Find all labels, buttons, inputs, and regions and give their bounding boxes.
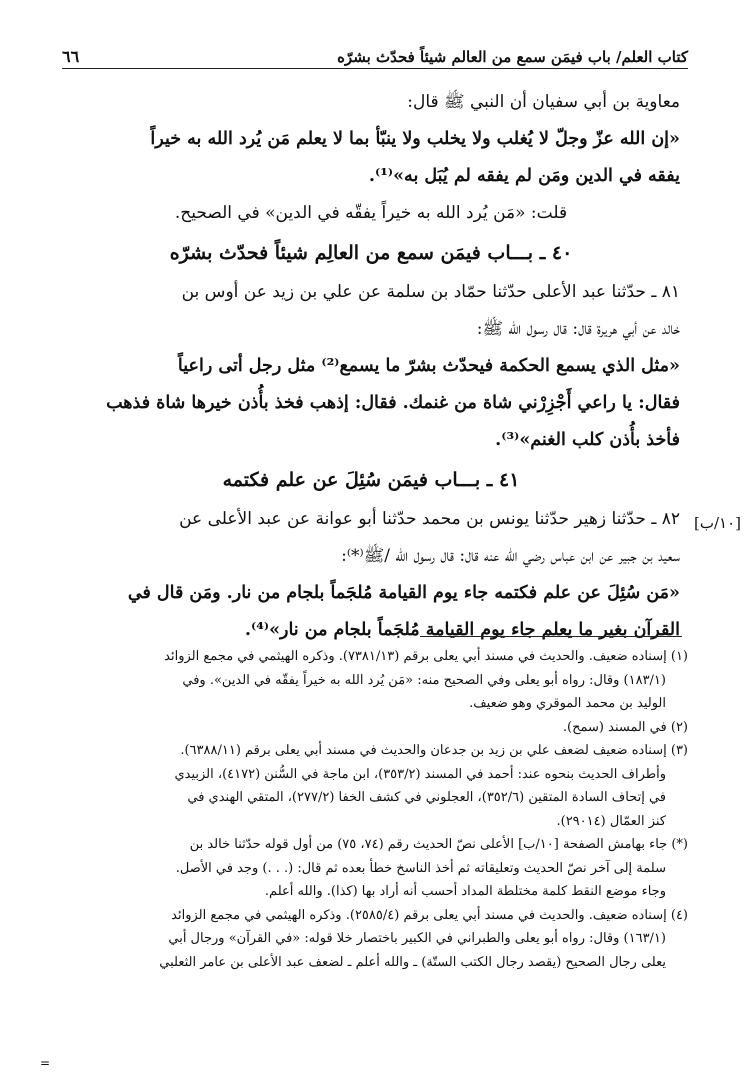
continuation-mark: = [40,1056,51,1070]
chapter-heading: ٤١ ـ بـــاب فيمَن سُئِلَ عن علم فكتمه [222,469,520,491]
footnote-line: (١٨٣/١) وقال: رواه أبو يعلى وفي الصحيح منه: «مَن يُرد الله به خيراً يفقّه في الدين». وفي [182,672,666,688]
manuscript-folio-marker: [١٠/ب] [694,514,742,532]
hadith-text-line: فقال: يا راعي أَجْزِرْني شاة من غنمك. فقال: إذهب فخذ بأُذن خيرها شاة فذهب [106,393,680,413]
isnad-line: سعيد بن جبير عن ابن عباس رضي الله عنه قال: قال رسول الله /ﷺ⁽*⁾: [341,546,680,566]
body-line: معاوية بن أبي سفيان أن النبي ﷺ قال: [407,92,680,112]
hadith-text-line: «إن الله عزّ وجلّ لا يُغلب ولا يخلب ولا ينبّأ بما لا يعلم مَن يُرد الله به خيراً [150,129,680,149]
hadith-text-line: القرآن بغير ما يعلم جاء يوم القيامة مُلجَماً بلجام من نار»⁽⁴⁾. [244,620,680,640]
footnote-line: كنز العمّال (٢٩٠١٤). [556,813,666,829]
footnote-line: وجاء موضع النقط كلمة مختلطة المداد أحسب أنه أراد بها (كذا). والله أعلم. [264,884,666,899]
footnote-line: (٢) في المسند (سمح). [562,719,688,735]
page-header [62,36,688,69]
footnote-line: (*) جاء بهامش الصفحة [١٠/ب] الأعلى نصّ الحديث رقم (٧٤، ٧٥) من أول قوله حدّثنا خالد بن [189,837,688,852]
isnad-line: خالد عن أبي هريرة قال: قال رسول الله ﷺ: [476,319,680,339]
main-text [62,84,680,649]
footnote-line: سلمة إلى آخر نصّ الحديث وتعليقاته ثم أخذ الناسخ خطأ بعده ثم قال: (. . .) وجد في الأصل. [175,860,666,876]
footnote-line: وأطراف الحديث بنحوه عند: أحمد في المسند (٣٥٣/٢)، ابن ماجة في السُّنن (٤١٧٢)، الزبيدي [174,766,666,782]
chapter-heading: ٤٠ ـ بـــاب فيمَن سمع من العالِم شيئاً فحدّث بشرّه [169,242,573,264]
page-number: ٦٦ [62,47,80,66]
footnote-line: (١) إسناده ضعيف. والحديث في مسند أبي يعلى برقم (٧٣٨١/١٣). وذكره الهيثمي في مجمع الزوائد [164,649,688,664]
comment-line: قلت: «مَن يُرد الله به خيراً يفقّه في الدين» في الصحيح. [174,203,568,223]
hadith-text-line: «مَن سُئِلَ عن علم فكتمه جاء يوم القيامة مُلجَماً بلجام من نار. ومَن قال في [127,583,680,603]
footnote-line: (١٦٣/١) وقال: رواه أبو يعلى والطبراني في الكبير باختصار خلا قوله: «في القرآن» ورجال أبي [168,931,666,946]
isnad-line: ٨٢ ـ حدّثنا زهير حدّثنا يونس بن محمد حدّثنا أبو عوانة عن عبد الأعلى عن [179,509,680,529]
footnotes [58,645,688,974]
footnote-line: في إتحاف السادة المتقين (٣٥٢/٦)، العجلوني في كشف الخفا (٢٧٧/٢)، المتقي الهندي في [187,790,666,805]
isnad-line: ٨١ ـ حدّثنا عبد الأعلى حدّثنا حمّاد بن سلمة عن علي بن زيد عن أوس بن [181,282,680,302]
footnote-separator [420,636,682,637]
hadith-text-line: «مثل الذي يسمع الحكمة فيحدّث بشرّ ما يسمع⁽²⁾ مثل رجل أتى راعياً [177,356,680,376]
footnote-line: يعلى رجال الصحيح (يقصد رجال الكتب الستّة) ـ والله أعلم ـ لضعف عبد الأعلى بن عامر الثعلبي [159,954,666,970]
running-title: كتاب العلم/ باب فيمَن سمع من العالم شيئاً فحدّث بشرّه [337,48,688,66]
footnote-line: (٤) إسناده ضعيف. والحديث في مسند أبي يعلى برقم (٢٥٨٥/٤). وذكره الهيثمي في مجمع الزوائد [171,907,688,923]
footnote-line: الوليد بن محمد الموقري وهو ضعيف. [469,696,666,711]
hadith-text-line: يفقه في الدين ومَن لم يفقه لم يُبَل به»⁽¹⁾. [368,166,680,186]
hadith-text-line: فأخذ بأُذن كلب الغنم»⁽³⁾. [495,430,680,450]
footnote-line: (٣) إسناده ضعيف لضعف علي بن زيد بن جدعان والحديث في مسند أبي يعلى برقم (٦٣٨٨/١١). [180,743,688,758]
